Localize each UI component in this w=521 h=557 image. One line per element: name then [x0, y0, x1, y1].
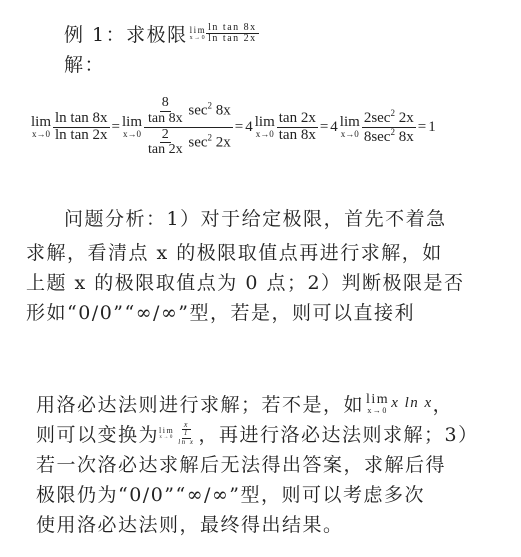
lim-text: lim	[189, 25, 207, 35]
term3-numerator: tan 2x	[278, 109, 316, 126]
fraction-numerator: ln tan 8x	[208, 21, 257, 33]
continuation-line-3: 若一次洛必达求解后无法得出答案，求解后得	[36, 454, 447, 476]
term1-denominator: ln tan 2x	[55, 126, 108, 143]
exponent: 2	[207, 132, 213, 143]
exponent: 2	[207, 100, 213, 111]
analysis-line-2: 求解，看清点 x 的极限取值点再进行求解，如	[26, 242, 443, 264]
term2-num-inner-fraction	[146, 96, 185, 126]
equals-sign: =	[111, 118, 120, 135]
lim-text: lim	[159, 426, 175, 435]
equals-sign: =	[319, 118, 329, 135]
lim-text: lim	[121, 114, 142, 130]
lim-text: lim	[31, 114, 52, 130]
inner-numerator: 1	[183, 429, 189, 438]
transform-fraction	[174, 421, 198, 446]
term2-numerator	[144, 96, 233, 127]
example-label: 例 1：求极限	[64, 24, 188, 46]
lim-text: lim	[254, 114, 275, 130]
term3-fraction	[277, 111, 318, 144]
fraction-denominator	[174, 430, 198, 446]
analysis-line-1: 问题分析：1）对于给定极限，首先不着急	[64, 208, 447, 230]
text-segment: 用洛必达法则进行求解；若不是，如	[36, 394, 365, 416]
text-segment: ，	[432, 394, 454, 416]
inner-denominator: ln x	[178, 437, 195, 446]
limit-operator	[366, 393, 389, 415]
term1-fraction	[53, 111, 110, 144]
fraction-denominator: ln tan 2x	[208, 33, 257, 44]
lim-subscript: x→0	[340, 129, 359, 139]
fraction-numerator: x	[183, 419, 189, 429]
limit-operator-4	[340, 115, 360, 139]
term2-denominator	[144, 128, 233, 158]
continuation-line-2	[36, 420, 479, 447]
sec-function: sec	[188, 102, 208, 119]
inner-fraction	[176, 430, 196, 446]
result-value: 1	[428, 118, 436, 135]
inner-numerator: 2	[161, 126, 169, 142]
example-limit-operator	[190, 26, 207, 41]
coefficient: 4	[245, 118, 253, 135]
sec-argument: 8x	[398, 128, 414, 145]
continuation-line-5: 使用洛必达法则，最终得出结果。	[36, 514, 344, 536]
term2-den-inner-fraction	[146, 128, 185, 158]
sec-function: sec	[188, 134, 208, 151]
term4-fraction	[362, 109, 416, 146]
limit-expression: x ln x	[391, 395, 433, 411]
sec-function: 8sec	[363, 128, 391, 145]
term3-denominator: tan 8x	[278, 126, 316, 143]
analysis-line-3: 上题 x 的极限取值点为 0 点；2）判断极限是否	[26, 272, 465, 294]
continuation-line-1	[36, 390, 453, 417]
solution-label: 解：	[64, 54, 106, 76]
term4-denominator	[362, 128, 416, 146]
exponent: 2	[390, 126, 395, 137]
limit-operator-2	[122, 115, 142, 139]
example-fraction	[206, 23, 259, 45]
sec-argument: 2x	[398, 109, 414, 126]
exponent: 2	[390, 107, 395, 118]
limit-operator-1	[31, 115, 51, 139]
limit-operator	[159, 427, 174, 440]
lim-subscript: x→0	[189, 35, 207, 41]
lim-subscript: x→0	[122, 129, 141, 139]
lim-subscript: x→0	[159, 435, 174, 440]
example-heading	[64, 20, 259, 47]
equals-sign: =	[417, 118, 427, 135]
text-segment: ，再进行洛必达法则求解；3）	[198, 424, 479, 446]
lim-text: lim	[366, 391, 390, 407]
main-equation	[30, 82, 520, 172]
equals-sign: =	[234, 118, 244, 135]
inner-numerator: 8	[161, 95, 169, 111]
analysis-line-4: 形如“0/0”“∞/∞”型，若是，则可以直接利	[26, 302, 415, 324]
lim-text: lim	[339, 114, 360, 130]
coefficient: 4	[330, 118, 338, 135]
limit-operator-3	[255, 115, 275, 139]
sec-argument: 8x	[215, 102, 231, 119]
term1-numerator: ln tan 8x	[55, 109, 108, 126]
continuation-line-4: 极限仍为“0/0”“∞/∞”型，则可以考虑多次	[36, 484, 425, 506]
inner-denominator: tan 2x	[148, 142, 183, 158]
sec-function: 2sec	[363, 109, 391, 126]
term4-numerator	[362, 109, 416, 128]
text-segment: 则可以变换为	[36, 424, 160, 446]
lim-subscript: x→0	[367, 405, 388, 415]
term2-fraction	[144, 96, 233, 158]
inner-denominator: tan 8x	[148, 110, 183, 126]
lim-subscript: x→0	[32, 129, 50, 139]
sec-argument: 2x	[215, 134, 231, 151]
lim-subscript: x→0	[255, 129, 274, 139]
